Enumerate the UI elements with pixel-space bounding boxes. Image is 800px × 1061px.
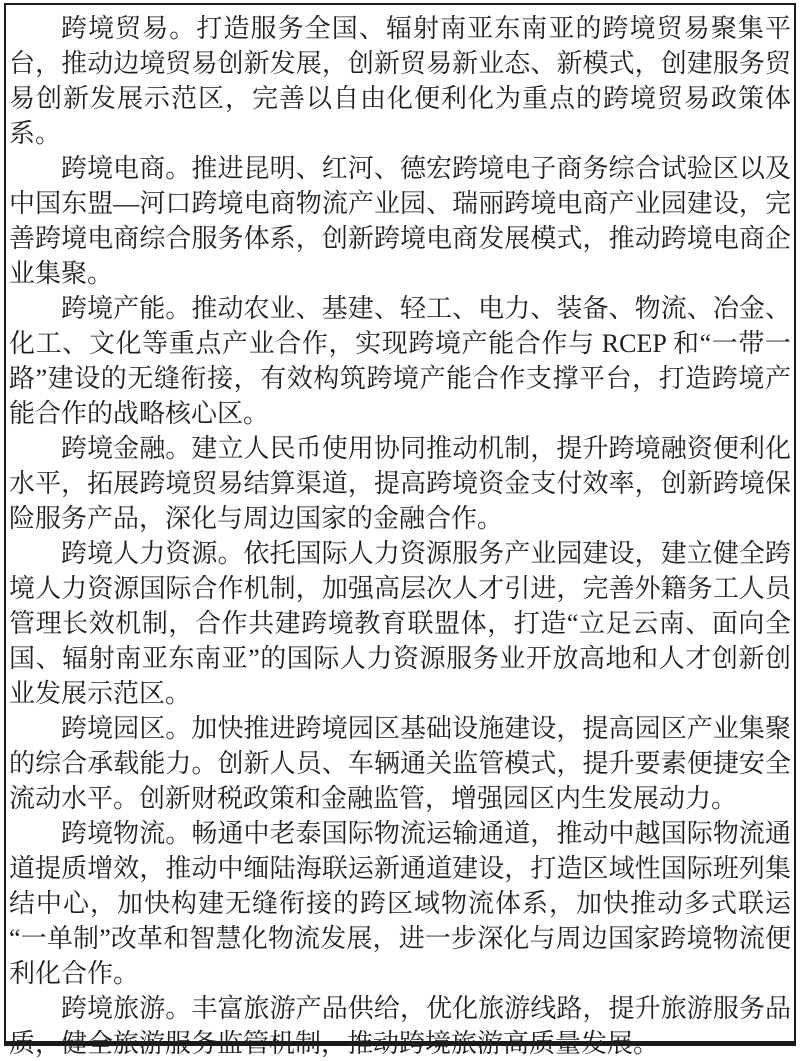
paragraph-cross-border-tourism: 跨境旅游。丰富旅游产品供给，优化旅游线路，提升旅游服务品质，健全旅游服务监管机制，推动跨境旅游高质量发展。	[9, 994, 791, 1058]
page-border-frame	[4, 3, 796, 1058]
paragraph-cross-border-trade: 跨境贸易。打造服务全国、辐射南亚东南亚的跨境贸易聚集平台，推动边境贸易创新发展，创新贸易新业态、新模式，创建服务贸易创新发展示范区，完善以自由化便利化为重点的跨境贸易政策体系。	[9, 14, 791, 148]
paragraph-cross-border-ecommerce: 跨境电商。推进昆明、红河、德宏跨境电子商务综合试验区以及中国东盟—河口跨境电商物流产业园、瑞丽跨境电商产业园建设，完善跨境电商综合服务体系，创新跨境电商发展模式，推动跨境电商企业集聚。	[9, 154, 791, 288]
paragraph-cross-border-production-capacity: 跨境产能。推动农业、基建、轻工、电力、装备、物流、冶金、化工、文化等重点产业合作，实现跨境产能合作与 RCEP 和“一带一路”建设的无缝衔接，有效构筑跨境产能合作支撑平台，打造跨境产能合作的战略核心区。	[9, 294, 791, 428]
paragraph-cross-border-logistics: 跨境物流。畅通中老泰国际物流运输通道，推动中越国际物流通道提质增效，推动中缅陆海联运新通道建设，打造区域性国际班列集结中心，加快构建无缝衔接的跨区域物流体系，加快推动多式联运“一单制”改革和智慧化物流发展，进一步深化与周边国家跨境物流便利化合作。	[9, 819, 791, 988]
paragraph-cross-border-human-resources: 跨境人力资源。依托国际人力资源服务产业园建设，建立健全跨境人力资源国际合作机制，加强高层次人才引进，完善外籍务工人员管理长效机制，合作共建跨境教育联盟体，打造“立足云南、面向全国、辐射南亚东南亚”的国际人力资源服务业开放高地和人才创新创业发展示范区。	[9, 539, 791, 708]
paragraph-cross-border-parks: 跨境园区。加快推进跨境园区基础设施建设，提高园区产业集聚的综合承载能力。创新人员、车辆通关监管模式，提升要素便捷安全流动水平。创新财税政策和金融监管，增强园区内生发展动力。	[9, 714, 791, 813]
paragraph-cross-border-finance: 跨境金融。建立人民币使用协同推动机制，提升跨境融资便利化水平，拓展跨境贸易结算渠道，提高跨境资金支付效率，创新跨境保险服务产品，深化与周边国家的金融合作。	[9, 434, 791, 533]
